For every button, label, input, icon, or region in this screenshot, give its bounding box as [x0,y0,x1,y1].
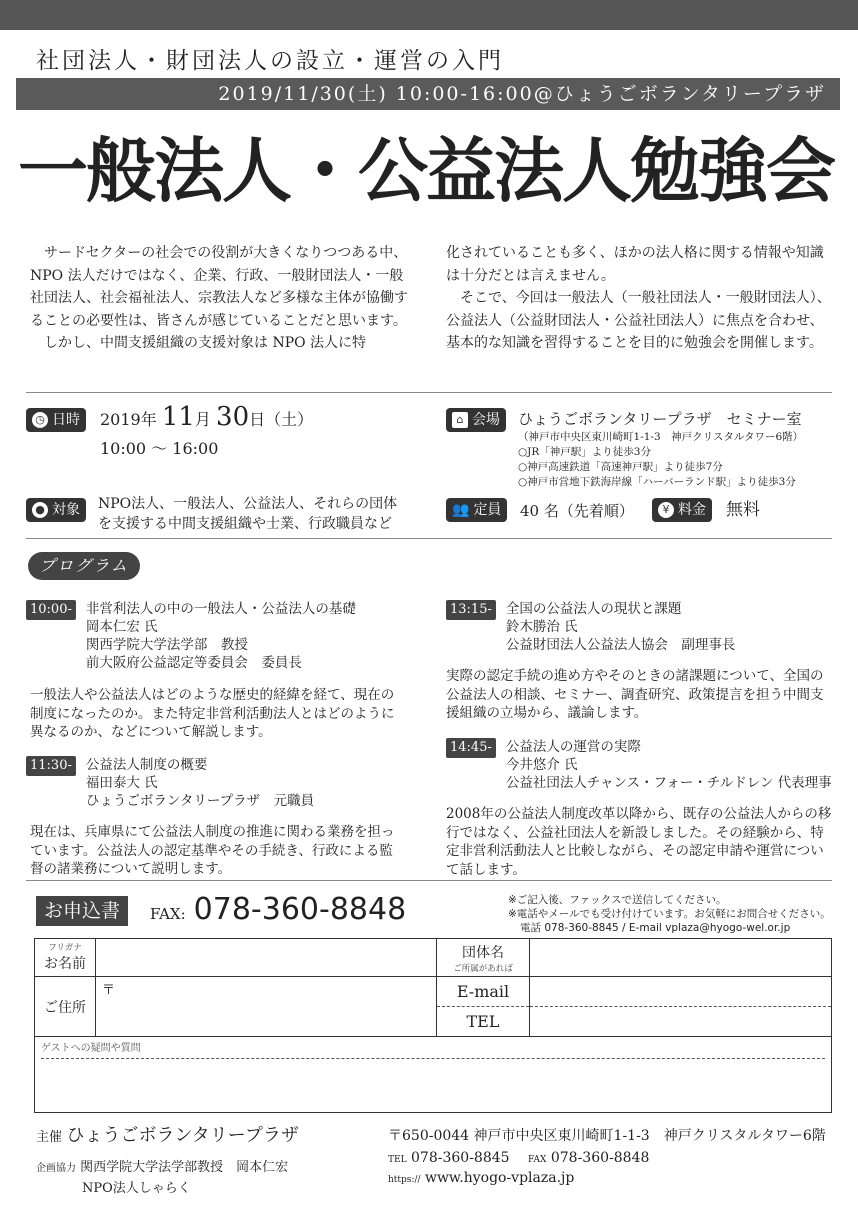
org-label: 団体名 [462,944,504,961]
address-label: ご住所 [44,999,86,1016]
session-speaker: 鈴木勝治 氏 [505,619,578,635]
email-input[interactable] [530,977,832,1007]
tel-label: TEL [437,1007,530,1037]
session-time: 13:15- [446,600,496,620]
intro-left [30,242,410,355]
furigana-label: フリガナ [48,943,82,953]
fee-label: 料金 [678,502,706,518]
fax-number-value: 078-360-8848 [193,892,407,927]
capacity-badge [446,498,507,522]
divider [26,880,832,881]
date-venue-banner: 2019/11/30(土) 10:00-16:00@ひょうごボランタリープラザ [16,78,840,110]
session-3 [446,600,836,654]
questions-input[interactable] [35,1037,832,1113]
session-4 [446,738,836,792]
date-month-unit: 月 [194,410,211,429]
session-1 [26,600,406,672]
url-value[interactable]: www.hyogo-vplaza.jp [424,1170,575,1186]
venue-badge [446,408,506,432]
page-title: 一般法人・公益法人勉強会 [18,130,834,212]
target-badge [26,498,86,522]
house-icon: ⌂ [452,412,468,428]
email-label: E-mail [437,977,530,1007]
cooperation [36,1158,288,1199]
program-heading: プログラム [28,552,140,580]
fax-value: 078-360-8848 [550,1150,650,1166]
session-speaker: 岡本仁宏 氏 [85,619,158,635]
venue-label: 会場 [472,412,500,428]
questions-line [41,1058,825,1059]
date-day-unit: 日（土） [249,410,314,429]
access-line: ○神戸市営地下鉄海岸線「ハーバーランド駅」より徒歩3分 [518,476,796,488]
session-title: 公益法人の運営の実際 [505,739,641,755]
session-affiliation: 公益社団法人チャンス・フォー・チルドレン 代表理事 [505,775,832,791]
session-description: 一般法人や公益法人はどのような歴史的経緯を経て、現在の制度になったのか。また特定非営利活動法人とはどのように異なるのか、などについて解説します。 [30,687,395,740]
access-line: ○神戸高速鉄道「高速神戸駅」より徒歩7分 [518,461,723,473]
date-label: 日時 [52,412,80,428]
name-label: お名前 [44,956,86,972]
host [36,1126,299,1148]
people-icon: 👥 [452,502,470,518]
event-time: 10:00 ～ 16:00 [100,439,219,458]
date-year: 2019年 [100,410,157,429]
session-time: 10:00- [26,600,76,620]
footer-phone [388,1148,649,1170]
speech-bubble-icon: ● [32,502,48,518]
top-bar [0,0,858,30]
capacity-label: 定員 [473,502,502,518]
session-description: 2008年の公益法人制度改革以降から、既存の公益法人からの移行ではなく、公益社団法人を新設しました。その経験から、特定非営利活動法人と比較しながら、その認定申請や運営について話します。 [446,806,832,878]
url-prefix: https:// [388,1175,421,1185]
name-input[interactable] [96,939,437,977]
host-name: ひょうごボランタリープラザ [66,1125,299,1146]
org-sub-label: ご所属があれば [453,963,513,974]
note-line: ※ご記入後、ファックスで送信してください。 [508,894,727,906]
session-affiliation: 関西学院大学法学部 教授 [85,637,248,653]
venue-address: （神戸市中央区東川崎町1-1-3 神戸クリスタルタワー6階） [518,431,804,443]
org-label-cell [437,939,530,977]
host-label: 主催 [36,1130,63,1145]
coop-name: 関西学院大学法学部教授 岡本仁宏 [80,1160,289,1175]
fee-badge [652,498,712,522]
capacity-value: 40 名（先着順） [520,502,634,520]
fee-value: 無料 [726,500,760,520]
address-input[interactable] [96,977,437,1037]
fax-label: FAX: [150,905,186,923]
coop-label: 企画協力 [36,1163,76,1174]
note-line: 電話 078-360-8845 / E-mail vplaza@hyogo-wel.or.jp [520,922,791,934]
session-description: 実際の認定手続の進め方やそのときの諸課題について、全国の公益法人の相談、セミナー、調査研究、政策提言を担う中間支援組織の立場から、議論します。 [446,668,824,721]
date-day: 30 [216,402,250,432]
access-line: ○JR「神戸駅」より徒歩3分 [518,446,651,458]
session-time: 11:30- [26,756,76,776]
session-affiliation: ひょうごボランタリープラザ 元職員 [85,793,315,809]
target-line: NPO法人、一般法人、公益法人、それらの団体 [98,496,398,512]
name-label-cell [35,939,96,977]
coop-name: NPO法人しゃらく [82,1181,191,1196]
postal-mark: 〒 [102,983,116,998]
session-2 [26,756,406,810]
date-badge [26,408,86,432]
tel-value: 078-360-8845 [411,1150,510,1166]
session-time: 14:45- [446,738,496,758]
address-label-cell [35,977,96,1037]
session-title: 全国の公益法人の現状と課題 [505,601,682,617]
target-text [98,494,397,534]
session-affiliation: 前大阪府公益認定等委員会 委員長 [85,655,302,671]
footer-url[interactable] [388,1168,574,1190]
venue-name: ひょうごボランタリープラザ セミナー室 [518,410,802,428]
fax-label-footer: FAX [528,1155,547,1165]
fax-number [150,892,406,927]
intro-right [446,242,834,355]
clock-icon: ◷ [32,412,48,428]
divider [26,538,832,539]
footer-address: 〒650-0044 神戸市中央区東川崎町1-1-3 神戸クリスタルタワー6階 [388,1128,826,1144]
note-line: ※電話やメールでも受け付けています。お気軽にお問合せください。 [508,908,831,920]
tel-input[interactable] [530,1007,832,1037]
target-line: を支援する中間支援組織や士業、行政職員など [98,516,392,532]
date-month: 11 [161,402,195,432]
tel-label-footer: TEL [388,1155,407,1165]
session-speaker: 福田泰大 氏 [85,775,158,791]
org-input[interactable] [530,939,832,977]
intro-paragraph: サードセクターの社会での役割が大きくなりつつある中、NPO 法人だけではなく、企業、行政、一般財団法人・一般社団法人、社会福祉法人、宗教法人など多様な主体が協働することの必要性は、皆さんが感じていることだと思います。 [30,245,408,329]
application-heading: お申込書 [36,896,128,926]
coin-icon: ¥ [658,502,674,518]
application-form [34,938,832,1113]
target-label: 対象 [52,502,80,518]
session-title: 非営利法人の中の一般法人・公益法人の基礎 [85,601,356,617]
divider [26,392,832,393]
questions-label: ゲストへの疑問や質問 [41,1043,141,1054]
intro-paragraph: しかし、中間支援組織の支援対象は NPO 法人に特 [44,335,367,351]
application-notes [508,893,831,935]
event-date [100,402,313,432]
intro-paragraph: そこで、今回は一般法人（一般社団法人・一般財団法人）、公益法人（公益財団法人・公益社団法人）に焦点を合わせ、基本的な知識を習得することを目的に勉強会を開催します。 [446,290,831,351]
session-speaker: 今井悠介 氏 [505,757,578,773]
session-affiliation: 公益財団法人公益法人協会 副理事長 [505,637,736,653]
session-title: 公益法人制度の概要 [85,757,208,773]
subtitle: 社団法人・財団法人の設立・運営の入門 [36,48,504,74]
intro-paragraph: 化されていることも多く、ほかの法人格に関する情報や知識は十分だとは言えません。 [446,245,824,284]
session-description: 現在は、兵庫県にて公益法人制度の推進に関わる業務を担っています。公益法人の認定基準やその手続き、行政による監督の諸業務について説明します。 [30,824,395,877]
